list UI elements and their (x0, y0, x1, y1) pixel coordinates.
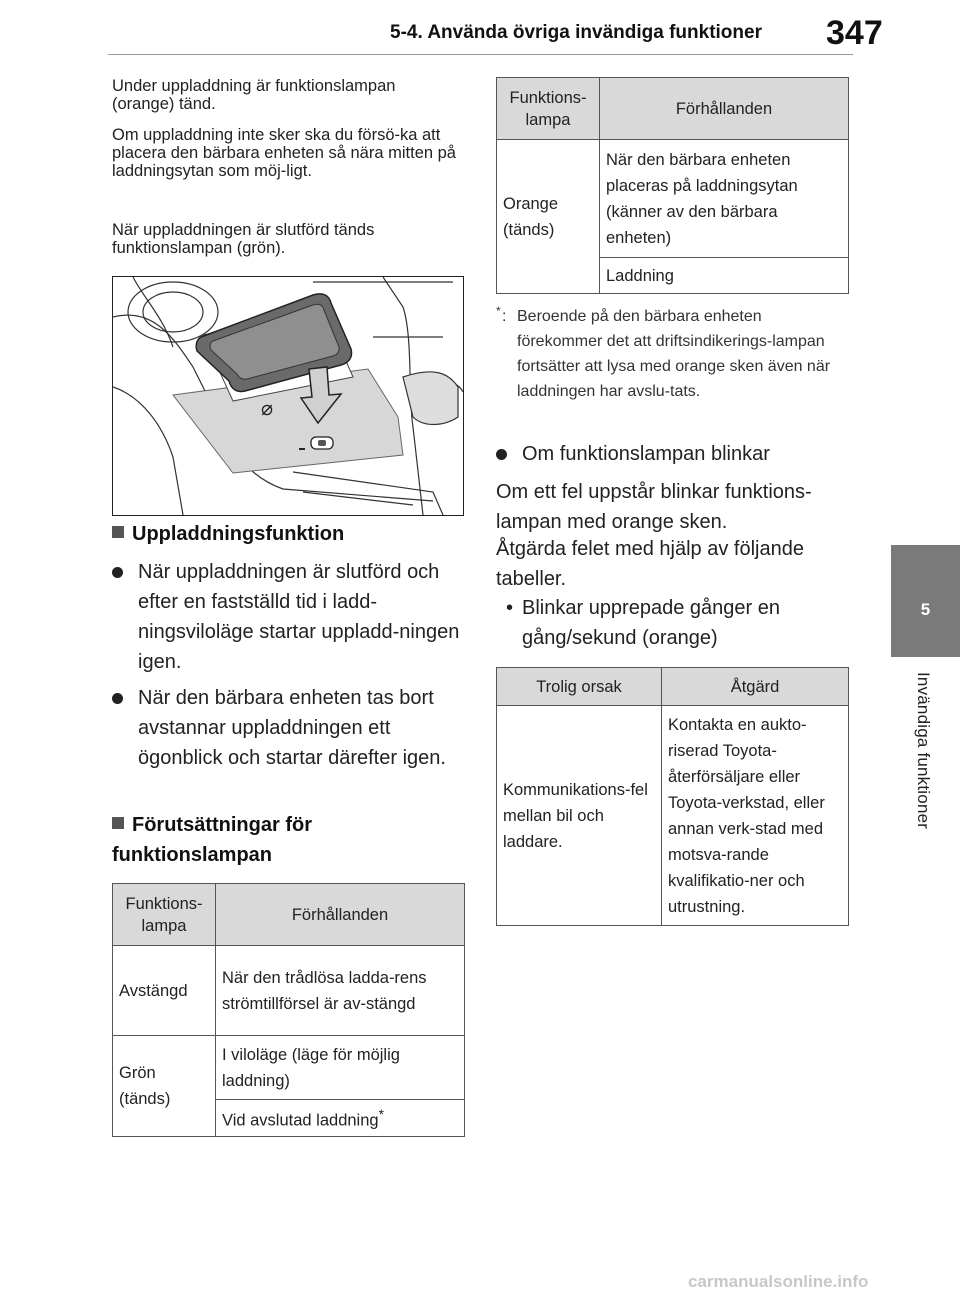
chapter-number: 5 (920, 600, 931, 619)
bullet-dot-icon (112, 567, 123, 578)
bullet-item (112, 683, 467, 773)
bullet-text: När den bärbara enheten tas bort avstannar uppladdningen ett ögonblick och startar därefter igen. (138, 687, 446, 769)
action-cell: Kontakta en aukto-riserad Toyota-återförsäljare eller Toyota-verkstad, eller annan verk-stad med motsva-rande kvalifikatio-ner och utrustning. (662, 706, 849, 926)
table-header: Förhållanden (216, 884, 465, 946)
section-heading-charging-function (112, 519, 344, 549)
condition-cell: Laddning (600, 258, 849, 294)
bullet-dot-icon (112, 693, 123, 704)
intro-paragraph-1: Under uppladdning är funktionslampan (orange) tänd. (112, 77, 396, 113)
chapter-tab (891, 545, 960, 657)
table-header: Förhållanden (600, 78, 849, 140)
footnote-mark: * (496, 304, 501, 318)
bullet-text: När uppladdningen är slutförd och efter en fastställd tid i ladd-ningsviloläge startar uppladd-ningen igen. (138, 561, 460, 673)
error-description: Om ett fel uppstår blinkar funktions-lampan med orange sken. (496, 481, 812, 533)
condition-text: Vid avslutad laddning (222, 1111, 379, 1130)
table-row (113, 1036, 465, 1100)
lamp-conditions-table-1 (112, 883, 465, 1137)
square-bullet-icon (112, 526, 124, 538)
condition-cell: I viloläge (läge för möjlig laddning) (216, 1036, 465, 1100)
table-header: Funktions-lampa (113, 884, 216, 946)
wireless-charging-symbol-icon: ⌀ (261, 396, 274, 420)
page-number: 347 (826, 14, 883, 52)
lamp-cell: Orange (tänds) (497, 140, 600, 294)
cause-cell: Kommunikations-fel mellan bil och laddare. (497, 706, 662, 926)
error-cause-table (496, 667, 849, 926)
condition-cell: När den trådlösa ladda-rens strömtillförsel är av-stängd (216, 946, 465, 1036)
wireless-charger-illustration (112, 276, 464, 516)
lamp-conditions-table-2 (496, 77, 849, 294)
sub-bullet-dot: • (506, 597, 514, 619)
lamp-cell: Grön (tänds) (113, 1036, 216, 1137)
footnote-colon: : (502, 308, 507, 325)
table-row (113, 946, 465, 1036)
section-heading-lamp-conditions (112, 810, 442, 870)
chapter-label: Invändiga funktioner (914, 672, 933, 830)
bullet-item (496, 439, 851, 469)
intro-paragraph-3: När uppladdningen är slutförd tänds funktionslampan (grön). (112, 221, 375, 257)
bullet-text: Om funktionslampan blinkar (522, 443, 770, 465)
condition-cell (216, 1100, 465, 1137)
lamp-cell: Avstängd (113, 946, 216, 1036)
watermark: carmanualsonline.info (688, 1272, 869, 1291)
error-instruction: Åtgärda felet med hjälp av följande tabeller. (496, 538, 804, 590)
header-divider (108, 54, 853, 55)
sub-bullet-item (496, 593, 851, 653)
section-heading-text: Förutsättningar för funktionslampan (112, 814, 312, 866)
section-header-title: 5-4. Använda övriga invändiga funktioner (390, 22, 762, 43)
table-header: Funktions-lampa (497, 78, 600, 140)
table-header: Åtgärd (662, 668, 849, 706)
table-row (497, 706, 849, 926)
bullet-dot-icon (496, 449, 507, 460)
square-bullet-icon (112, 817, 124, 829)
table-row (497, 140, 849, 258)
intro-paragraph-2: Om uppladdning inte sker ska du försö-ka att placera den bärbara enheten så nära mitten på laddningsytan som möj-ligt. (112, 126, 456, 180)
condition-cell: När den bärbara enheten placeras på laddningsytan (känner av den bärbara enheten) (600, 140, 849, 258)
sub-bullet-text: Blinkar upprepade gånger en gång/sekund (orange) (522, 597, 780, 649)
footnote-text: Beroende på den bärbara enheten förekommer det att driftsindikerings-lampan fortsätter att lysa med orange sken även när laddningen har avslu-tats. (517, 308, 831, 400)
section-heading-text: Uppladdningsfunktion (132, 523, 345, 545)
footnote-mark: * (378, 1107, 384, 1122)
table-header: Trolig orsak (497, 668, 662, 706)
bullet-item (112, 557, 467, 677)
footnote (496, 304, 846, 404)
charger-drawing (113, 277, 463, 515)
